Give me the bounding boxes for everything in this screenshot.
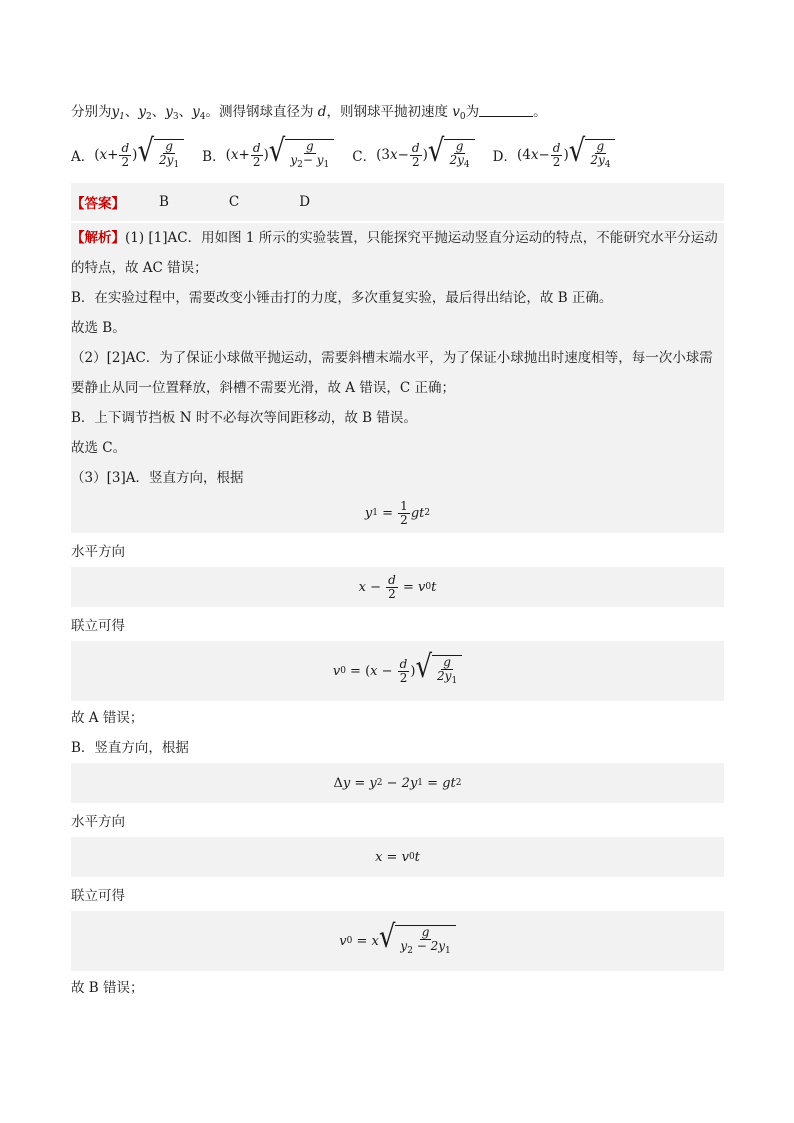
- fraction-d-over-2: $\frac{d}{2}$: [552, 140, 561, 169]
- document-page: [71, 96, 724, 1003]
- equation-v0-b: v 0 = x √ $\frac{g}{y_2 - 2y_1}$: [71, 911, 724, 971]
- analysis-p8: 水平方向: [71, 544, 125, 560]
- answer-value: B: [159, 194, 169, 210]
- equation-x-v0t: x = v 0 t: [71, 837, 724, 877]
- sqrt-expression: √ $\frac{g}{2y_4}$: [428, 139, 475, 172]
- analysis-p4: （2）[2]AC．为了保证小球做平抛运动，需要斜槽末端水平，为了保证小球抛出时速度相等，每一次小球需要静止从同一位置释放，斜槽不需要光滑，故 A 错误，C 正确；: [71, 343, 724, 403]
- analysis-p11: B．竖直方向，根据: [71, 740, 189, 756]
- analysis-p12: 水平方向: [71, 814, 125, 830]
- analysis-label: 【解析】: [71, 230, 125, 246]
- option-b: B． ( x + $\frac{d}{2}$ ) √ $\frac{g}{y_2- y_1}$: [202, 139, 334, 172]
- answer-options: [71, 132, 724, 175]
- analysis-p14: 故 B 错误；: [71, 980, 144, 996]
- fraction-d-over-2: $\frac{d}{2}$: [252, 140, 261, 169]
- answer-blank: [479, 104, 533, 117]
- analysis-p7: （3）[3]A．竖直方向，根据: [71, 463, 724, 493]
- analysis-p13: 联立可得: [71, 888, 125, 904]
- equation-x-horizontal: x − $\frac{d}{2}$ = v 0 t: [71, 567, 724, 607]
- analysis-p10: 故 A 错误；: [71, 710, 144, 726]
- analysis-p3: 故选 B。: [71, 313, 724, 343]
- equation-y1: y 1 = $\frac{1}{2}$ gt 2: [71, 493, 724, 533]
- analysis-p6: 故选 C。: [71, 433, 724, 463]
- analysis-p5: B．上下调节挡板 N 时不必每次等间距移动，故 B 错误。: [71, 403, 724, 433]
- question-intro: 分别为$y_1$、$y_2$、$y_3$、$y_4$。测得钢球直径为 d，则钢球平抛初速度 $v_0$为 。: [71, 104, 547, 122]
- analysis-p2: B．在实验过程中，需要改变小锤击打的力度，多次重复实验，最后得出结论，故 B 正确。: [71, 283, 724, 313]
- answer-value: D: [299, 194, 311, 210]
- equation-delta-y: Δ y = y 2 − 2y 1 = gt 2: [71, 763, 724, 803]
- fraction-d-over-2: $\frac{d}{2}$: [411, 140, 420, 169]
- analysis-p1: 【解析】(1) [1]AC．用如图 1 所示的实验装置，只能探究平抛运动竖直分运动的特点，不能研究水平分运动的特点，故 AC 错误；: [71, 223, 724, 283]
- option-c: C． ( 3 x − $\frac{d}{2}$ ) √ $\frac{g}{2y_4}$: [352, 139, 474, 172]
- option-a: A． ( x + $\frac{d}{2}$ ) √ $\frac{g}{2y_1}$: [71, 139, 184, 172]
- fraction-d-over-2: $\frac{d}{2}$: [121, 140, 130, 169]
- equation-v0-a: v 0 = ( x − $\frac{d}{2}$ ) √ $\frac{g}{2y_1}$: [71, 641, 724, 701]
- answer-value: C: [228, 194, 240, 210]
- answer-label: 【答案】: [71, 196, 125, 212]
- sqrt-expression: √ $\frac{g}{2y_1}$: [137, 139, 184, 172]
- option-d: D． ( 4 x − $\frac{d}{2}$ ) √ $\frac{g}{2y_4}$: [493, 139, 616, 172]
- sqrt-expression: √ $\frac{g}{y_2- y_1}$: [269, 139, 334, 172]
- answer-line: [71, 183, 724, 221]
- analysis-p9: 联立可得: [71, 618, 125, 634]
- sqrt-expression: √ $\frac{g}{2y_4}$: [569, 139, 616, 172]
